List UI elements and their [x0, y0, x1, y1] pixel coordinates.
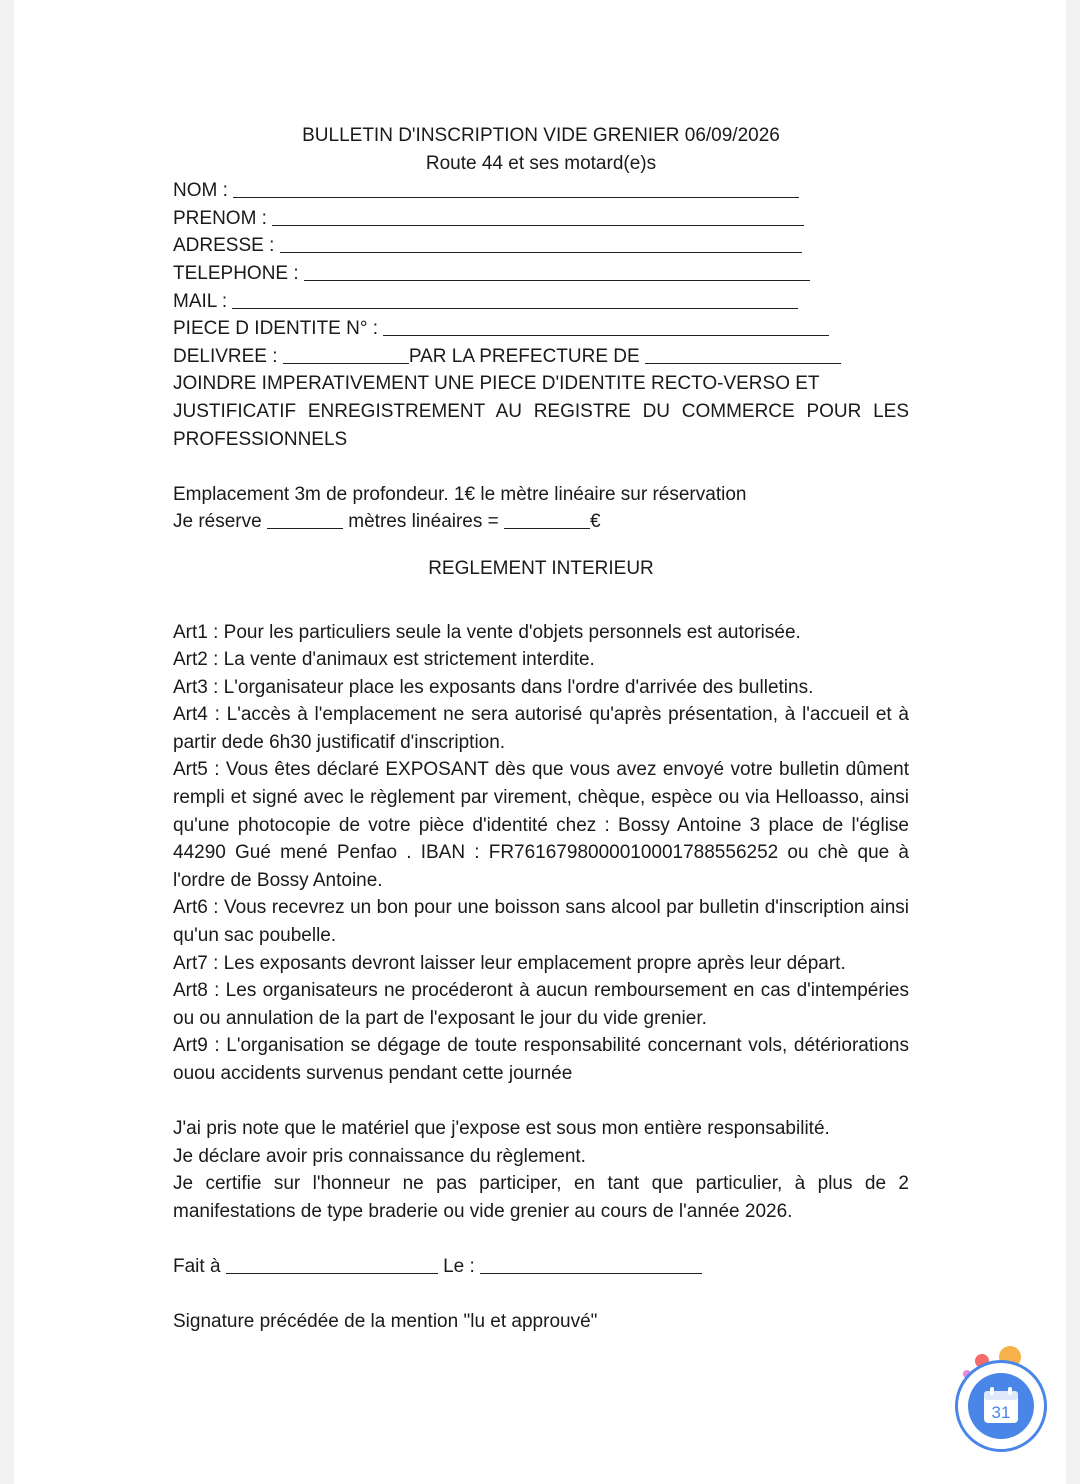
- field-piece-identite: PIECE D IDENTITE N° :: [173, 315, 909, 343]
- declaration-1: J'ai pris note que le matériel que j'expose est sous mon entière responsabilité.: [173, 1118, 830, 1140]
- prenom-blank: [272, 206, 804, 226]
- notice-line-1: JOINDRE IMPERATIVEMENT UNE PIECE D'IDENTITE RECTO-VERSO ET: [173, 373, 820, 395]
- telephone-blank: [304, 261, 810, 281]
- date-blank: [480, 1254, 702, 1274]
- montant-blank: [504, 509, 590, 529]
- field-adresse: ADRESSE :: [173, 232, 909, 260]
- field-delivree: DELIVREE : PAR LA PREFECTURE DE: [173, 343, 909, 371]
- field-telephone: TELEPHONE :: [173, 260, 909, 288]
- declaration-2: Je déclare avoir pris connaissance du règlement.: [173, 1145, 586, 1167]
- calendar-fab-button[interactable]: [955, 1360, 1051, 1456]
- articles-list: [173, 619, 909, 1088]
- article-5: Art5 : Vous êtes déclaré EXPOSANT dès que vous avez envoyé votre bulletin dûment rempli et signé avec le règlement par virement, chèque, espèce ou via Helloasso, ainsi qu'une photocopie de votre pièce d'identité chez : Bossy Antoine 3 place de l'église 44290 Gué mené Penfao . IBAN : FR7616798000010001788556252 ou chè que à l'ordre de Bossy Antoine.: [173, 759, 909, 891]
- fab-circle: [968, 1373, 1034, 1439]
- reglement-title: REGLEMENT INTERIEUR: [428, 557, 654, 579]
- article-4: Art4 : L'accès à l'emplacement ne sera autorisé qu'après présentation, à l'accueil et à partir dede 6h30 justificatif d'inscription.: [173, 704, 909, 753]
- metres-blank: [267, 509, 343, 529]
- field-nom: NOM :: [173, 177, 909, 205]
- adresse-blank: [280, 233, 802, 253]
- mail-blank: [232, 289, 798, 309]
- article-3: Art3 : L'organisateur place les exposants dans l'ordre d'arrivée des bulletins.: [173, 676, 814, 698]
- declaration-3: Je certifie sur l'honneur ne pas participer, en tant que particulier, à plus de 2 manifestations de type braderie ou vide grenier au cours de l'année 2026.: [173, 1173, 909, 1222]
- field-prenom: PRENOM :: [173, 205, 909, 233]
- document-content: [173, 122, 909, 1336]
- article-1: Art1 : Pour les particuliers seule la vente d'objets personnels est autorisée.: [173, 621, 801, 643]
- delivree-blank: [283, 344, 409, 364]
- reservation-line: Je réserve mètres linéaires = €: [173, 511, 601, 533]
- prefecture-blank: [645, 344, 841, 364]
- fait-a-line: Fait à Le :: [173, 1253, 909, 1281]
- nom-blank: [233, 178, 799, 198]
- form-subtitle: Route 44 et ses motard(e)s: [425, 152, 657, 174]
- fait-a-blank: [226, 1254, 438, 1274]
- svg-text:31: 31: [991, 1403, 1011, 1422]
- form-title: BULLETIN D'INSCRIPTION VIDE GRENIER 06/09/2026: [302, 125, 780, 146]
- article-8: Art8 : Les organisateurs ne procéderont à aucun remboursement en cas d'intempéries ou ou annulation de la part de l'exposant le jour du vide grenier.: [173, 980, 909, 1029]
- field-mail: MAIL :: [173, 288, 909, 316]
- article-6: Art6 : Vous recevrez un bon pour une boisson sans alcool par bulletin d'inscription ainsi qu'un sac poubelle.: [173, 897, 909, 947]
- piece-blank: [383, 316, 829, 336]
- notice-line-2: JUSTIFICATIF ENREGISTREMENT AU REGISTRE DU COMMERCE POUR LES: [173, 400, 909, 422]
- calendar-icon: [968, 1373, 1034, 1439]
- article-2: Art2 : La vente d'animaux est strictement interdite.: [173, 649, 595, 671]
- article-7: Art7 : Les exposants devront laisser leur emplacement propre après leur départ.: [173, 952, 846, 974]
- emplacement-text: Emplacement 3m de profondeur. 1€ le mètre linéaire sur réservation: [173, 483, 747, 505]
- document-page: [14, 0, 1066, 1484]
- article-9: Art9 : L'organisation se dégage de toute responsabilité concernant vols, détériorations ouou accidents survenus pendant cette journée: [173, 1035, 909, 1084]
- signature-mention: Signature précédée de la mention "lu et approuvé": [173, 1311, 598, 1333]
- notice-line-3: PROFESSIONNELS: [173, 428, 348, 450]
